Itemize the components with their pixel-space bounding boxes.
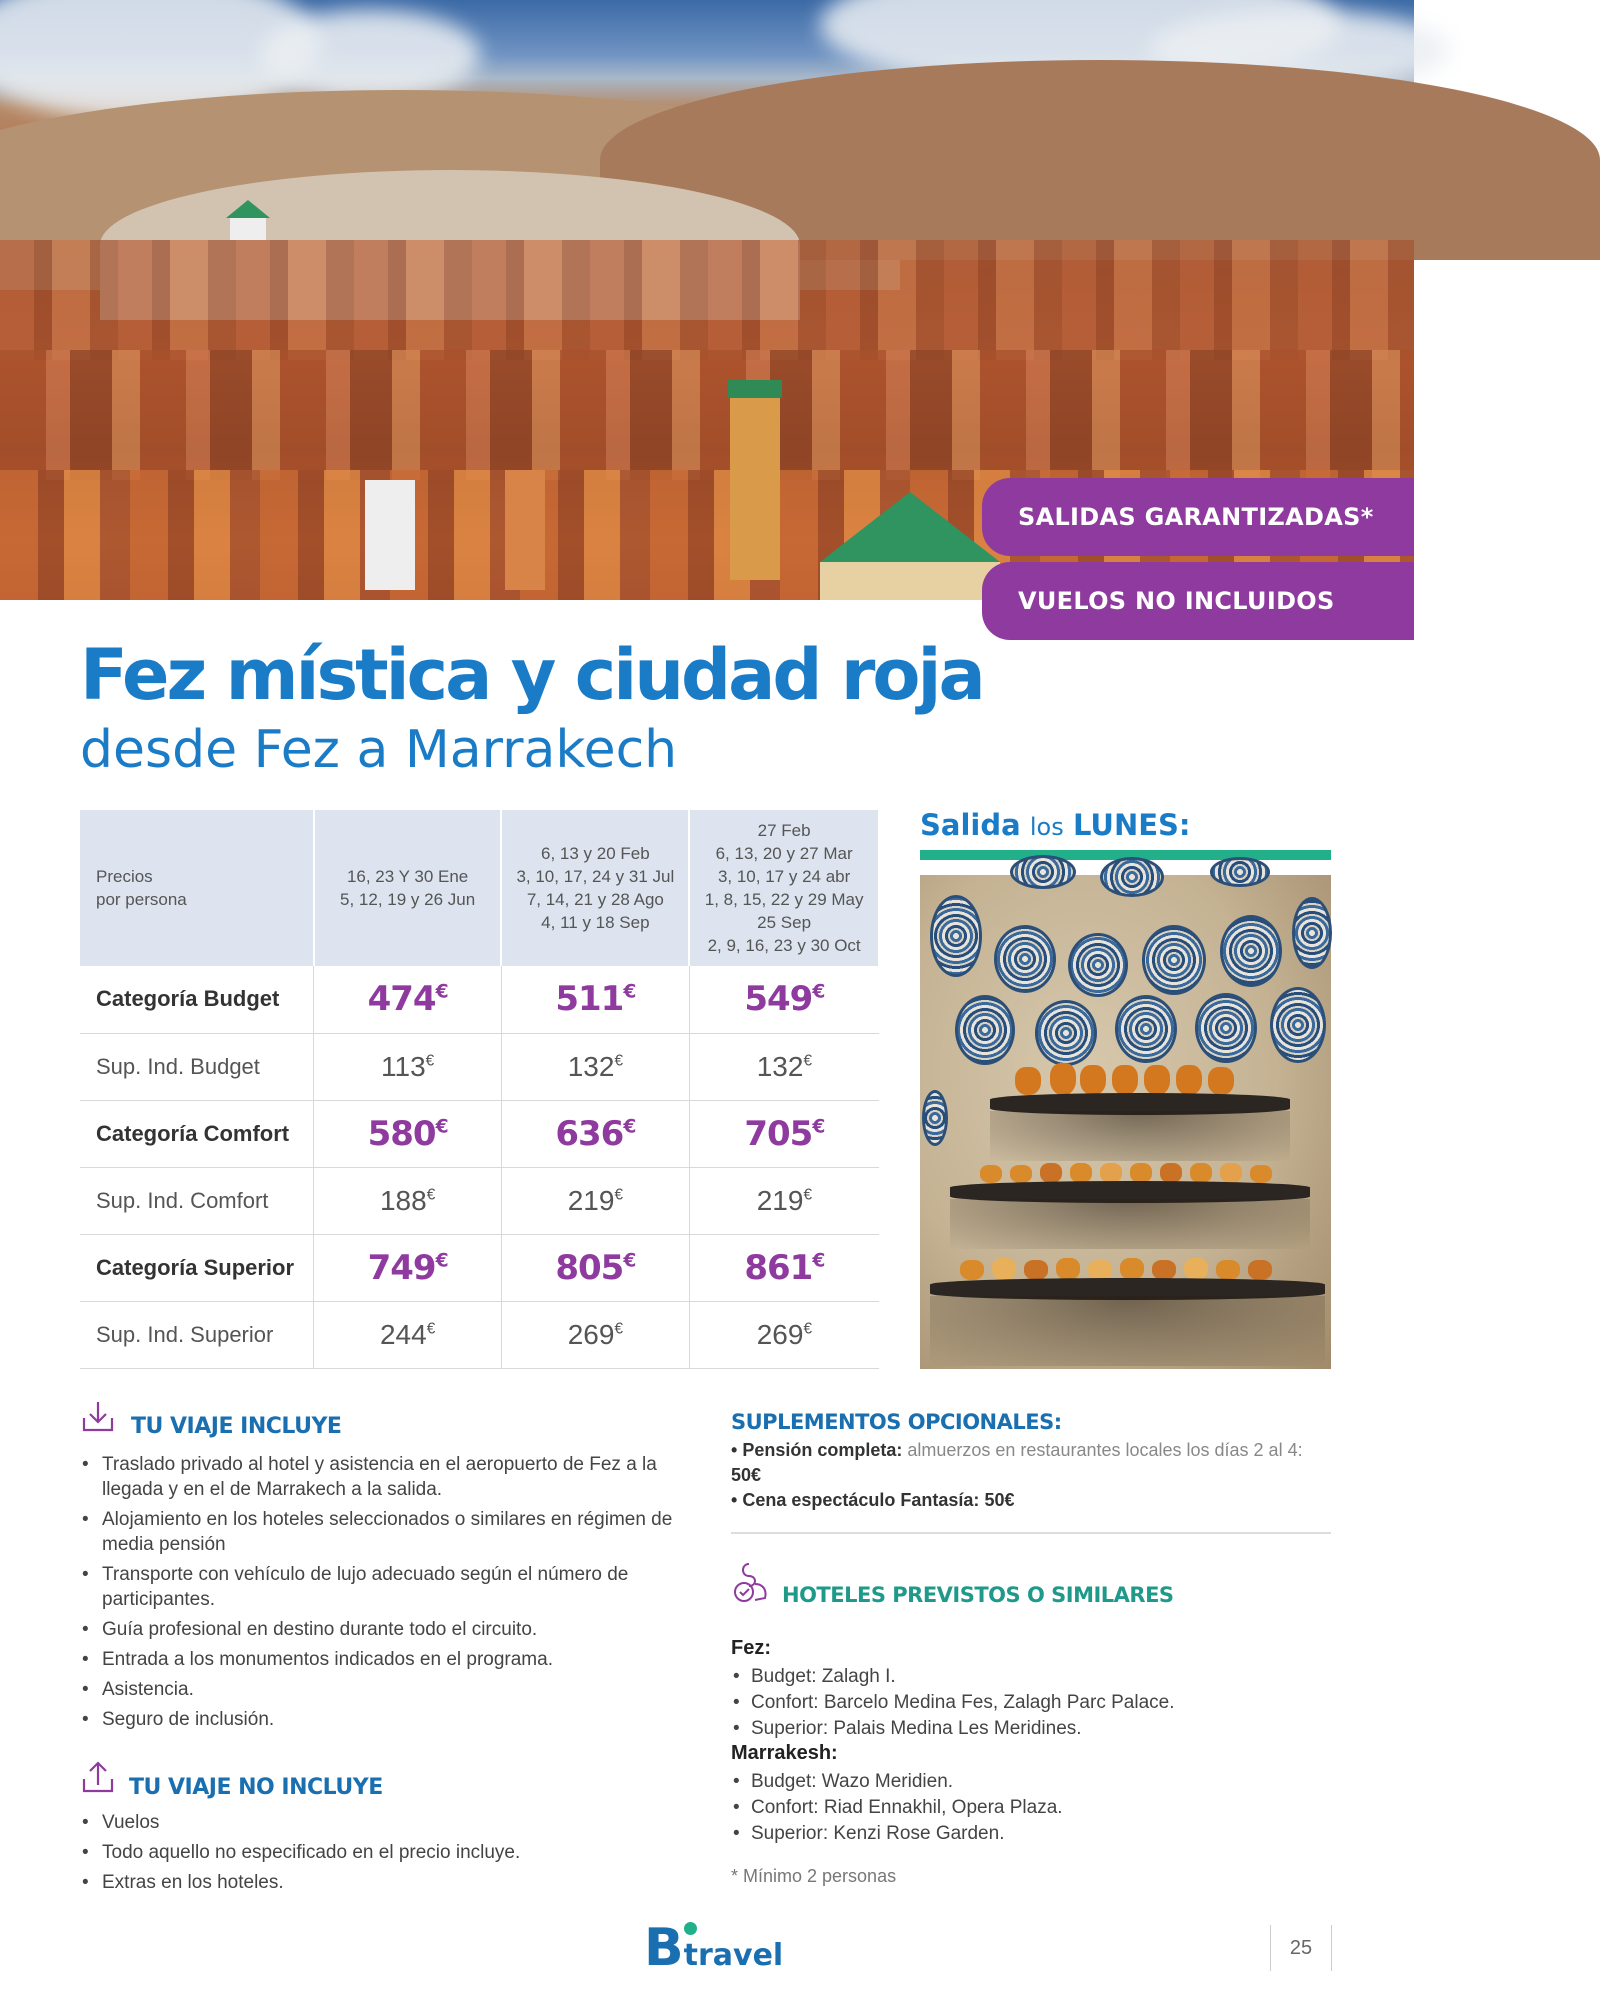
date-line: 6, 13 y 20 Feb [541,844,650,863]
list-item: • Entrada a los monumentos indicados en el programa. [80,1647,690,1672]
dates-column-3 [689,810,879,966]
city-label-marrakesh: Marrakesh: [731,1742,838,1764]
price-row-comfort [80,1100,879,1167]
supplement-text: almuerzos en restaurantes locales los días 2 al 4: [907,1440,1303,1460]
price-row-sup-comfort [80,1167,879,1234]
supplement-value: 132€ [567,1050,623,1082]
upload-icon [80,1759,116,1795]
dates-column-2 [501,810,689,966]
header-label-line: por persona [96,890,187,909]
supplements-heading: SUPLEMENTOS OPCIONALES: [731,1410,1062,1434]
row-label: Categoría Comfort [80,1100,314,1167]
hotels-heading: HOTELES PREVISTOS O SIMILARES [782,1583,1174,1607]
btravel-logo [644,1918,783,1978]
logo-dot [684,1922,697,1935]
list-item: • Transporte con vehículo de lujo adecuado según el número de participantes. [80,1562,690,1612]
guaranteed-departures-badge: SALIDAS GARANTIZADAS* [982,478,1414,556]
departure-day: LUNES: [1072,808,1191,842]
price-cell [314,1301,502,1368]
price-cell [689,1301,879,1368]
section-divider [731,1532,1331,1534]
departure-prefix: Salida [920,808,1021,842]
row-label: Sup. Ind. Comfort [80,1167,314,1234]
includes-heading: TU VIAJE INCLUYE [131,1414,342,1439]
supplement-value: 269€ [567,1318,623,1350]
price-cell [501,1301,689,1368]
header-label-line: Precios [96,867,153,886]
download-icon [80,1398,116,1434]
price-cell [501,1234,689,1301]
price-cell [689,966,879,1033]
price-table-header [80,810,879,966]
date-line: 3, 10, 17 y 24 abr [717,867,851,886]
date-line: 16, 23 Y 30 Ene [346,867,469,886]
price-value: 511€ [555,979,636,1020]
supplement-value: 188€ [379,1184,436,1216]
date-line: 3, 10, 17, 24 y 31 Jul [516,867,675,886]
price-value: 580€ [367,1113,448,1154]
list-item: • Superior: Kenzi Rose Garden. [731,1821,1063,1847]
not-included-heading: TU VIAJE NO INCLUYE [129,1775,383,1800]
date-line: 4, 11 y 18 Sep [541,913,650,932]
list-item: • Superior: Palais Medina Les Meridines. [731,1716,1174,1742]
supplement-item-full-board: • Pensión completa: almuerzos en restaurantes locales los días 2 al 4: 50€ [731,1440,1303,1485]
price-row-sup-superior [80,1301,879,1368]
hero-image [0,0,1414,615]
list-item: • Confort: Barcelo Medina Fes, Zalagh Parc Palace. [731,1690,1174,1716]
list-item: • Confort: Riad Ennakhil, Opera Plaza. [731,1795,1063,1821]
supplement-price: 50€ [731,1465,762,1485]
price-cell [314,1033,502,1100]
supplement-value: 219€ [567,1184,623,1216]
supplement-label: Cena espectáculo Fantasía: [742,1490,980,1510]
price-value: 549€ [744,979,825,1020]
date-line: 25 Sep [757,913,812,932]
departure-day-heading [920,808,1191,842]
list-item: • Seguro de inclusión. [80,1707,690,1732]
price-value: 705€ [744,1113,825,1154]
supplement-value: 113€ [381,1050,435,1082]
list-item: • Extras en los hoteles. [80,1870,690,1895]
row-label: Categoría Budget [80,966,314,1033]
list-item: • Budget: Zalagh I. [731,1664,1174,1690]
flights-not-included-badge: VUELOS NO INCLUIDOS [982,562,1414,640]
price-cell [689,1033,879,1100]
price-cell [501,1100,689,1167]
supplement-value: 219€ [756,1184,812,1216]
date-line: 5, 12, 19 y 26 Jun [340,890,476,909]
price-cell [314,1100,502,1167]
price-row-sup-budget [80,1033,879,1100]
list-item: • Todo aquello no especificado en el precio incluye. [80,1840,690,1865]
date-line: 27 Feb [757,821,811,840]
price-cell [501,1033,689,1100]
dates-column-1 [314,810,502,966]
price-cell [501,966,689,1033]
date-line: 1, 8, 15, 22 y 29 May [704,890,864,909]
price-cell [314,1234,502,1301]
row-label: Categoría Superior [80,1234,314,1301]
price-row-superior [80,1234,879,1301]
hotels-marrakesh-list [731,1769,1063,1847]
not-included-list [80,1810,690,1900]
hotels-fez-list [731,1664,1174,1742]
price-cell [689,1167,879,1234]
date-line: 6, 13, 20 y 27 Mar [715,844,853,863]
pottery-wall-photo [920,875,1331,1369]
supplements-list [731,1438,1331,1513]
row-label: Sup. Ind. Budget [80,1033,314,1100]
supplement-value: 132€ [756,1050,812,1082]
page-subtitle: desde Fez a Marrakech [80,720,678,780]
price-cell [314,1167,502,1234]
page-number: 25 [1270,1925,1332,1971]
page-title: Fez mística y ciudad roja [80,634,983,716]
city-label-fez: Fez: [731,1637,771,1659]
list-item: • Vuelos [80,1810,690,1835]
supplement-price: 50€ [984,1490,1015,1510]
price-value: 805€ [555,1247,636,1288]
hotel-check-icon [731,1560,771,1606]
supplement-value: 244€ [379,1318,436,1350]
price-cell [689,1234,879,1301]
price-value: 636€ [555,1113,636,1154]
supplement-label: Pensión completa: [742,1440,903,1460]
price-table [80,810,880,1369]
list-item: • Traslado privado al hotel y asistencia en el aeropuerto de Fez a la llegada y en el de Marrakech a la salida. [80,1452,690,1502]
departure-connector: los [1029,813,1064,841]
supplement-value: 269€ [756,1318,812,1350]
footnote: * Mínimo 2 personas [731,1866,897,1886]
price-value: 861€ [744,1247,825,1288]
list-item: • Asistencia. [80,1677,690,1702]
price-header-label [80,810,314,966]
includes-list [80,1452,690,1737]
logo-word: travel [683,1938,784,1973]
price-value: 474€ [367,979,448,1020]
price-cell [501,1167,689,1234]
date-line: 7, 14, 21 y 28 Ago [526,890,664,909]
date-line: 2, 9, 16, 23 y 30 Oct [707,936,861,955]
price-value: 749€ [367,1247,448,1288]
row-label: Sup. Ind. Superior [80,1301,314,1368]
list-item: • Budget: Wazo Meridien. [731,1769,1063,1795]
price-cell [689,1100,879,1167]
logo-letter: B [644,1918,684,1978]
supplement-item-fantasia: • Cena espectáculo Fantasía: 50€ [731,1490,1015,1510]
list-item: • Alojamiento en los hoteles seleccionados o similares en régimen de media pensión [80,1507,690,1557]
price-cell [314,966,502,1033]
price-row-budget [80,966,879,1033]
list-item: • Guía profesional en destino durante todo el circuito. [80,1617,690,1642]
